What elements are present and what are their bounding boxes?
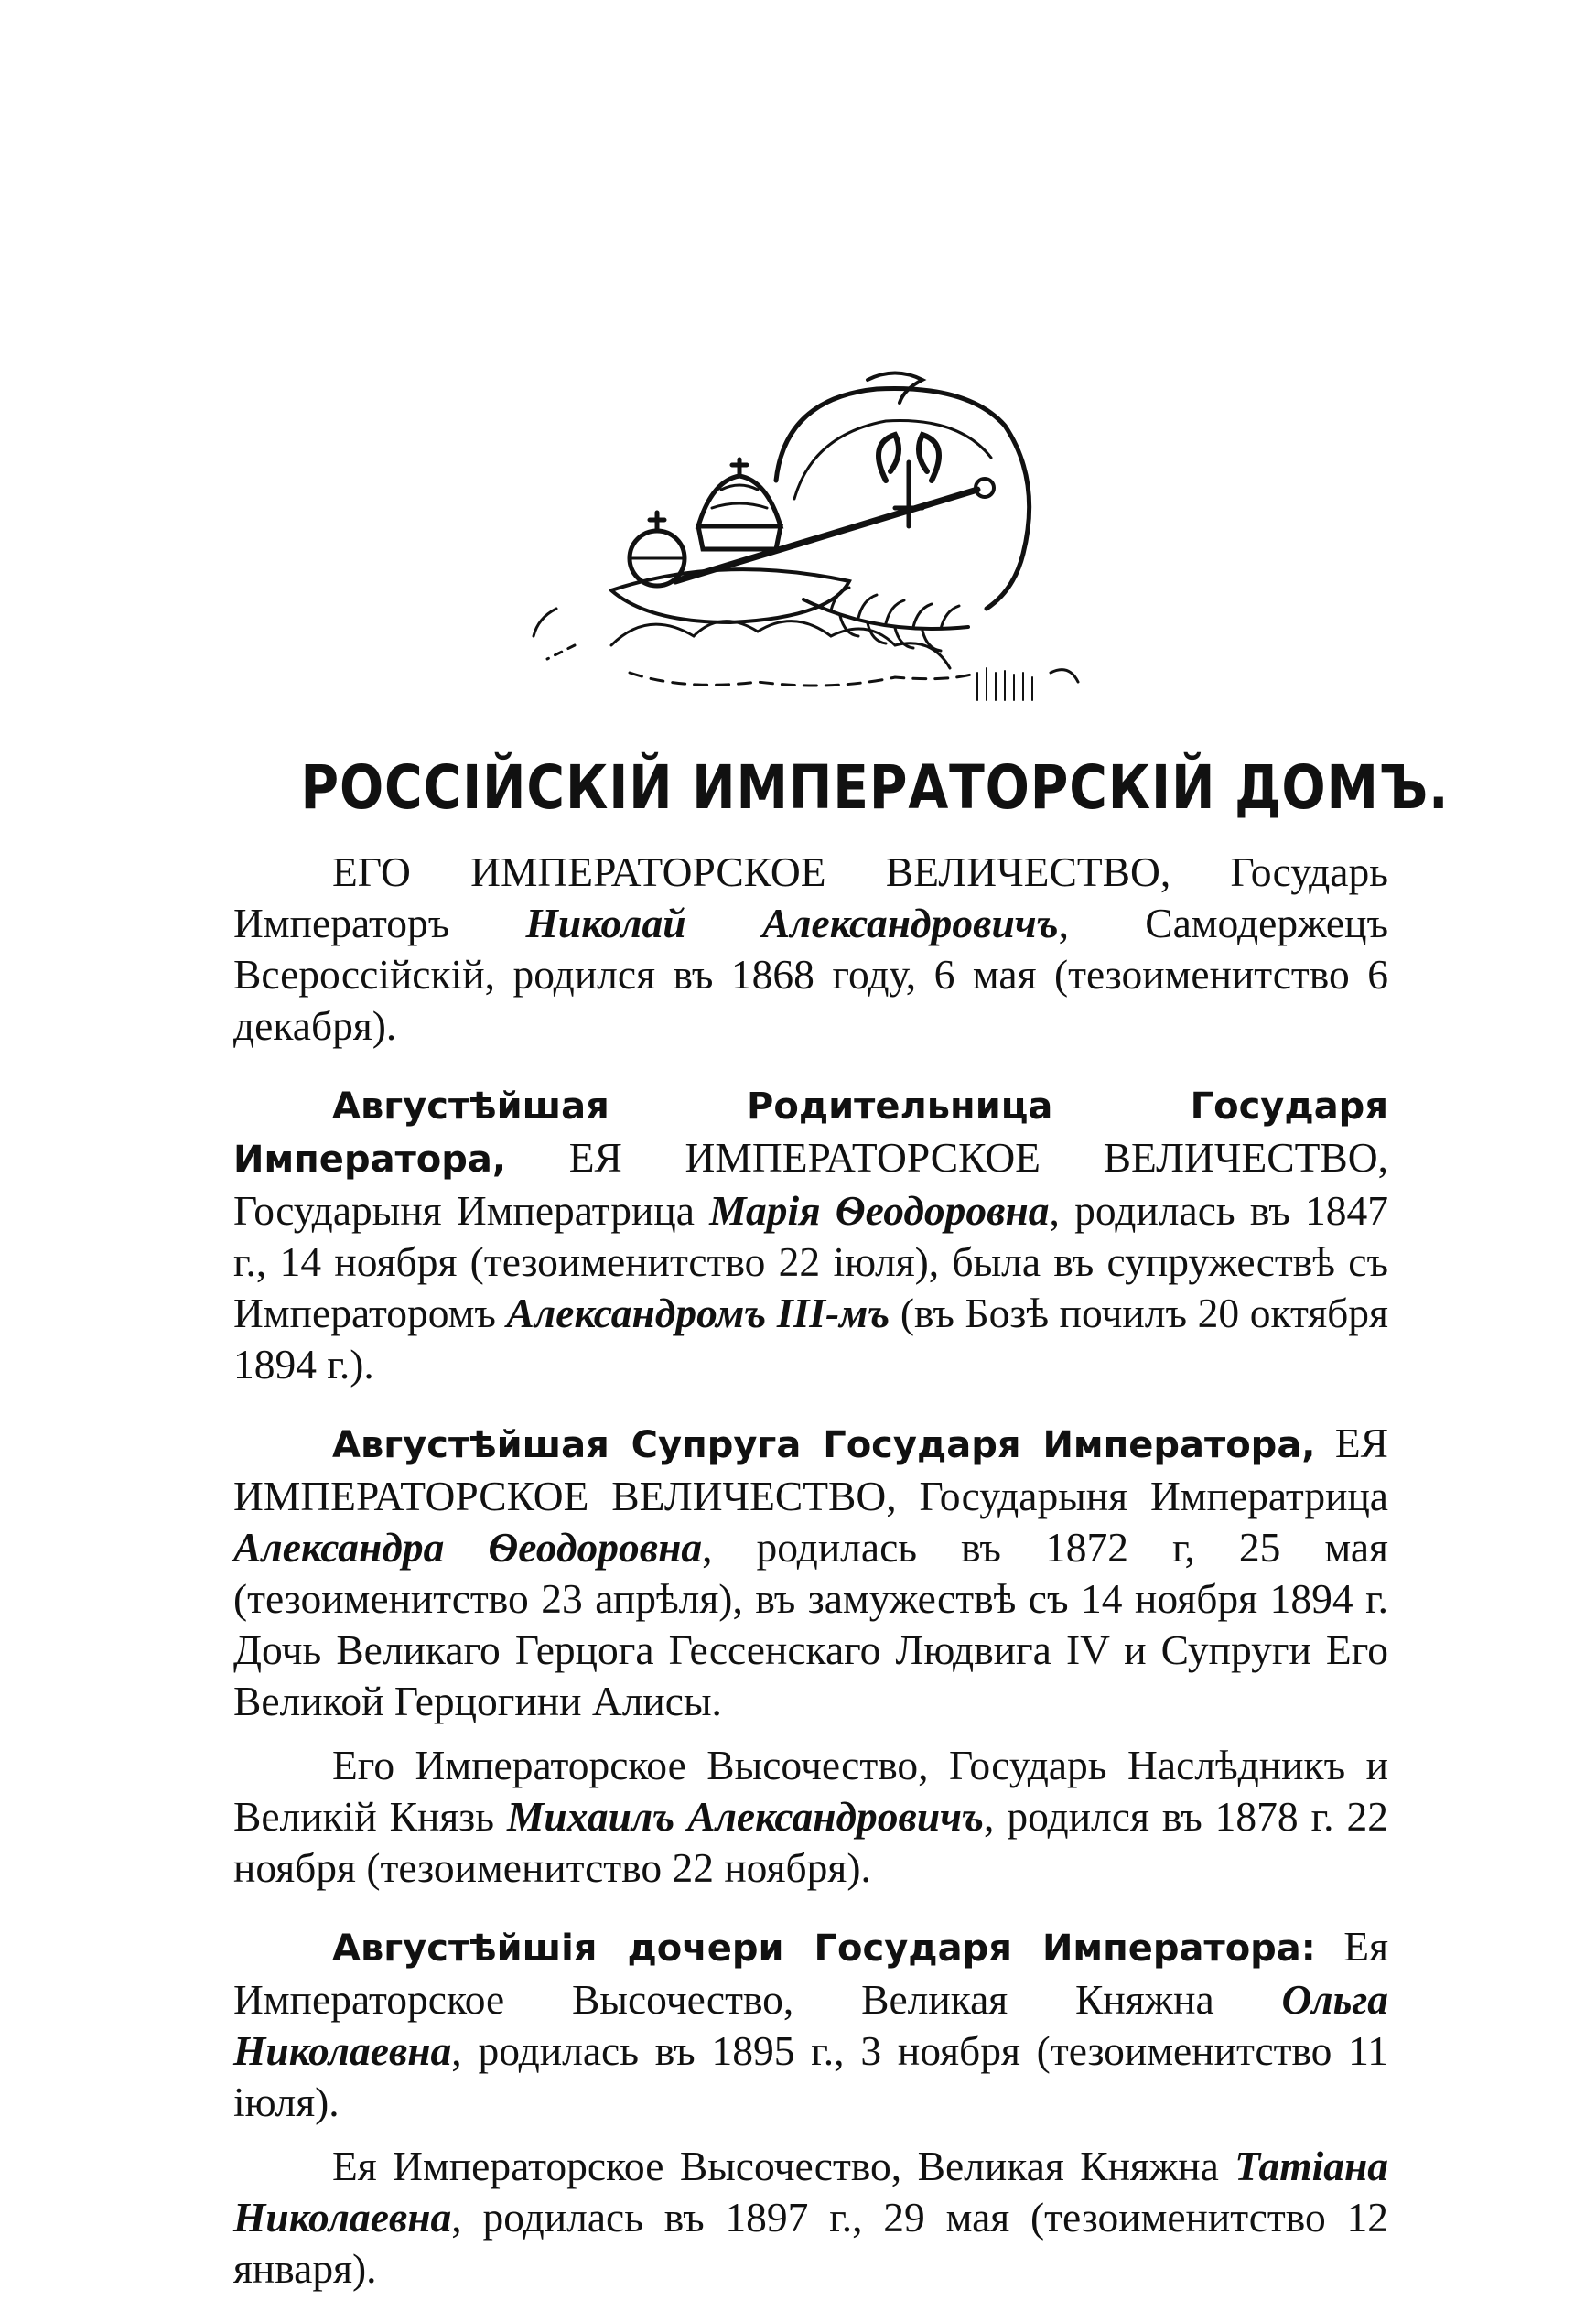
tatiana-text-2: , родилась въ 1897 г., 29 мая (тезоименитство 12 января). [233, 2194, 1388, 2292]
mother-name: Марія Ѳеодоровна [709, 1187, 1050, 1234]
heir-text: Его Императорское Высочество, Государь Наслѣдникъ и Великій Князь [233, 1742, 1388, 1840]
olga-name: Ольга Николаевна [233, 1976, 1388, 2074]
emperor-text-2: , Самодержецъ Всероссійскій, родился въ 1868 году, 6 мая (тезоименитство 6 декабря). [233, 900, 1388, 1049]
paragraph-tatiana [233, 2141, 1388, 2295]
body-text [233, 847, 1388, 2322]
paragraph-emperor [233, 847, 1388, 1052]
emperor-text: ЕГО ИМПЕРАТОРСКОЕ ВЕЛИЧЕСТВО, Государь Императоръ [233, 848, 1388, 946]
paragraph-mother [233, 1079, 1388, 1390]
daughters-heading: Августѣйшія дочери Государя Императора: [332, 1928, 1316, 1970]
page-title: РОССІЙСКІЙ ИМПЕРАТОРСКІЙ ДОМЪ. [300, 752, 1450, 823]
heir-name: Михаилъ Александровичъ [506, 1793, 985, 1840]
spouse-text: ЕЯ ИМПЕРАТОРСКОЕ ВЕЛИЧЕСТВО, Государыня Императрица [233, 1420, 1388, 1519]
heir-text-2: , родился въ 1878 г. 22 ноября (тезоименитство 22 ноября). [233, 1793, 1388, 1891]
tatiana-text: Ея Императорское Высочество, Великая Княжна [332, 2143, 1235, 2189]
crown-orb-scepter-vignette-icon [501, 371, 1096, 728]
mother-heading: Августѣйшая Родительница Государя Императора, [233, 1085, 1388, 1181]
daughters-text-2: , родилась въ 1895 г., 3 ноября (тезоименитство 11 іюля). [233, 2027, 1388, 2125]
spouse-text-2: , родилась въ 1872 г, 25 мая (тезоименитство 23 апрѣля), въ замужествѣ съ 14 ноября 1894 г. Дочь Великаго Герцога Гессенскаго Людвига IV и Супруги Его Великой Герцогини Алисы. [233, 1524, 1388, 1724]
mother-text-2: , родилась въ 1847 г., 14 ноября (тезоименитство 22 іюля), была въ супружествѣ съ Императоромъ [233, 1187, 1388, 1336]
spouse-heading: Августѣйшая Супруга Государя Императора, [332, 1424, 1316, 1466]
paragraph-daughters [233, 1921, 1388, 2128]
mother-text: ЕЯ ИМПЕРАТОРСКОЕ ВЕЛИЧЕСТВО, Государыня Императрица [233, 1134, 1388, 1234]
father-name: Александромъ III-мъ [506, 1290, 890, 1336]
tatiana-name: Татіана Николаевна [233, 2143, 1388, 2241]
emperor-name: Николай Александровичъ [525, 900, 1059, 946]
paragraph-spouse [233, 1418, 1388, 1727]
daughters-text: Ея Императорское Высочество, Великая Княжна [233, 1923, 1388, 2023]
spouse-name: Александра Ѳеодоровна [233, 1524, 703, 1571]
mother-text-3: (въ Бозѣ почилъ 20 октября 1894 г.). [233, 1290, 1388, 1388]
paragraph-heir [233, 1740, 1388, 1894]
